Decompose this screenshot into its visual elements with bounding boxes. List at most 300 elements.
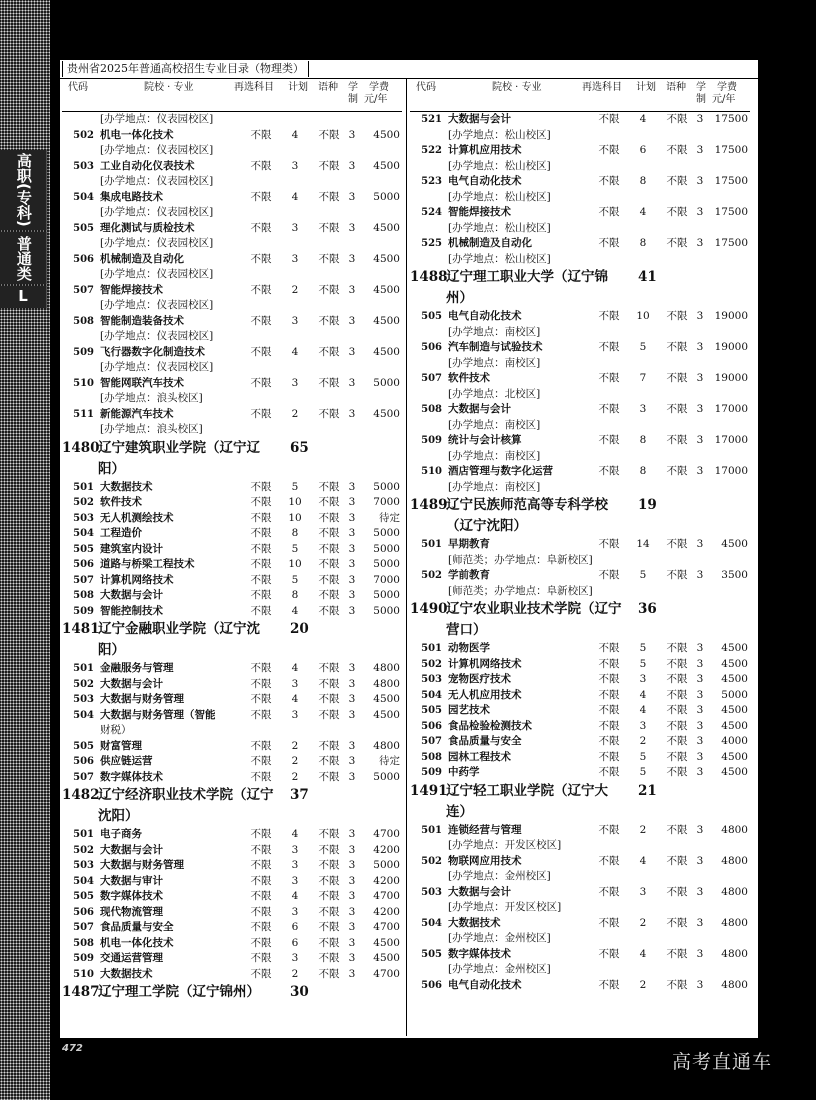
major-code: 509 [73, 346, 94, 358]
duration: 3 [348, 874, 356, 887]
campus-note-row [62, 422, 402, 438]
major-row [62, 967, 402, 983]
campus-note: [办学地点：仪表园校区] [100, 268, 214, 280]
major-row [410, 854, 750, 870]
language: 不限 [318, 496, 340, 508]
duration: 3 [696, 465, 704, 477]
major-code: 505 [421, 705, 442, 716]
duration: 3 [348, 859, 356, 871]
major-code: 504 [73, 528, 94, 539]
major-name: 集成电路技术 [100, 190, 163, 203]
elective-subjects: 不限 [598, 175, 620, 187]
tuition-fee: 17000 [714, 465, 748, 477]
major-row [410, 309, 750, 325]
campus-note: [办学地点：浪头校区] [100, 392, 203, 404]
school-name-continued: 阳） [98, 642, 125, 658]
tuition-fee: 19000 [714, 310, 748, 322]
plan-count: 4 [291, 128, 299, 141]
tuition-fee: 4500 [721, 538, 748, 550]
major-row [62, 708, 402, 724]
campus-note: [办学地点：松山校区] [448, 221, 551, 234]
tuition-fee: 5000 [373, 859, 400, 871]
major-name: 财富管理 [100, 739, 142, 752]
elective-subjects: 不限 [598, 673, 620, 685]
major-name: 大数据与会计 [448, 885, 511, 898]
campus-note: [办学地点：浪头校区] [100, 423, 203, 435]
language: 不限 [318, 252, 340, 265]
duration: 3 [696, 538, 704, 550]
major-code: 510 [421, 466, 442, 477]
campus-note: 财税） [100, 724, 132, 736]
side-tab-letter: L [0, 286, 47, 308]
plan-count: 4 [291, 890, 299, 902]
school-name-continued: 连） [446, 803, 473, 820]
major-row [410, 143, 750, 159]
school-code: 1488 [410, 269, 448, 285]
elective-subjects: 不限 [250, 708, 272, 721]
duration: 3 [348, 693, 356, 705]
language: 不限 [318, 828, 340, 840]
plan-count: 8 [639, 465, 647, 477]
major-row [410, 672, 750, 688]
major-code: 502 [421, 570, 442, 581]
school-row [62, 785, 402, 806]
major-name: 大数据与会计 [448, 113, 511, 125]
duration: 3 [696, 206, 704, 218]
major-code: 506 [421, 720, 442, 732]
school-code: 1482 [62, 787, 100, 803]
campus-note-row [410, 418, 750, 434]
plan-count: 2 [639, 823, 647, 836]
plan-count: 4 [639, 854, 647, 867]
major-code: 506 [421, 342, 442, 353]
elective-subjects: 不限 [598, 341, 620, 353]
campus-note: [办学地点：仪表园校区] [100, 330, 214, 342]
page-number: 472 [62, 1043, 83, 1054]
language: 不限 [666, 341, 688, 353]
major-row [410, 765, 750, 781]
major-name: 数字媒体技术 [100, 770, 163, 783]
campus-note-row [62, 205, 402, 221]
major-row [62, 604, 402, 620]
school-name-continued: （辽宁沈阳） [446, 518, 527, 534]
major-row [410, 236, 750, 252]
duration: 3 [348, 890, 356, 902]
elective-subjects: 不限 [250, 604, 272, 617]
duration: 3 [696, 310, 704, 322]
major-code: 502 [73, 129, 94, 141]
major-name: 大数据技术 [100, 480, 153, 493]
duration: 3 [348, 843, 356, 856]
elective-subjects: 不限 [250, 558, 272, 570]
school-code: 1487 [62, 984, 100, 1000]
elective-subjects: 不限 [250, 527, 272, 539]
language: 不限 [666, 237, 688, 249]
language: 不限 [318, 589, 340, 601]
major-name: 工程造价 [100, 527, 142, 539]
major-name: 大数据技术 [448, 916, 501, 929]
major-name: 机电一体化技术 [100, 936, 174, 949]
major-row [410, 885, 750, 901]
major-code: 504 [73, 191, 94, 203]
elective-subjects: 不限 [250, 496, 272, 508]
plan-count: 3 [639, 673, 647, 685]
major-row [62, 905, 402, 921]
duration: 3 [348, 128, 356, 141]
elective-subjects: 不限 [250, 480, 272, 493]
language: 不限 [318, 874, 340, 887]
col-elective: 再选科目 [582, 82, 622, 93]
tuition-fee: 4200 [373, 874, 400, 887]
major-name: 宠物医疗技术 [448, 673, 511, 685]
tuition-fee: 4800 [721, 854, 748, 867]
major-code: 502 [73, 497, 94, 508]
elective-subjects: 不限 [598, 642, 620, 654]
tuition-fee: 4000 [721, 735, 748, 747]
elective-subjects: 不限 [598, 372, 620, 384]
plan-count: 8 [291, 589, 299, 601]
language: 不限 [318, 859, 340, 871]
major-code: 521 [421, 114, 442, 125]
duration: 3 [696, 175, 704, 187]
major-code: 524 [421, 207, 442, 218]
plan-count: 2 [291, 755, 299, 767]
language: 不限 [666, 947, 688, 960]
duration: 3 [348, 558, 356, 570]
campus-note-row [62, 298, 402, 314]
school-row [62, 438, 402, 459]
school-name-continued: 营口） [446, 622, 487, 638]
elective-subjects: 不限 [598, 750, 620, 763]
tuition-fee: 17500 [714, 144, 748, 156]
tuition-fee: 4800 [721, 823, 748, 836]
duration: 3 [348, 496, 356, 508]
elective-subjects: 不限 [250, 843, 272, 856]
campus-note-row [410, 480, 750, 496]
school-row [410, 781, 750, 802]
elective-subjects: 不限 [250, 967, 272, 980]
major-row [62, 874, 402, 890]
major-code: 503 [73, 512, 94, 524]
major-code: 509 [73, 953, 94, 964]
plan-count: 3 [291, 905, 299, 918]
language: 不限 [318, 677, 340, 690]
tuition-fee: 4500 [373, 159, 400, 172]
language: 不限 [666, 403, 688, 415]
major-name: 新能源汽车技术 [100, 407, 174, 420]
elective-subjects: 不限 [250, 542, 272, 555]
school-row-continued [410, 802, 750, 823]
duration: 3 [348, 828, 356, 840]
school-code: 1490 [410, 601, 448, 617]
major-name: 食品质量与安全 [448, 735, 522, 747]
plan-count: 3 [291, 708, 299, 721]
tuition-fee: 4700 [373, 828, 400, 840]
major-row [410, 719, 750, 735]
major-name: 大数据与会计 [100, 677, 163, 690]
major-name: 数字媒体技术 [100, 890, 163, 902]
major-row [62, 889, 402, 905]
campus-note-row [62, 236, 402, 252]
major-code: 502 [421, 855, 442, 867]
tuition-fee: 4500 [721, 766, 748, 778]
elective-subjects: 不限 [250, 936, 272, 949]
language: 不限 [666, 113, 688, 125]
major-code: 501 [73, 481, 94, 493]
school-row [410, 495, 750, 516]
tuition-fee: 4500 [373, 252, 400, 265]
col-fee-unit: 元/年 [364, 94, 388, 105]
major-row [62, 526, 402, 542]
plan-count: 10 [288, 496, 302, 508]
major-name: 食品质量与安全 [100, 921, 174, 933]
major-code: 505 [73, 891, 94, 902]
col-duration: 学 [696, 82, 706, 93]
elective-subjects: 不限 [598, 916, 620, 929]
major-name: 工业自动化仪表技术 [100, 159, 195, 172]
language: 不限 [666, 642, 688, 654]
campus-note: [办学地点：仪表园校区] [100, 237, 214, 249]
major-row [62, 677, 402, 693]
major-name: 中药学 [448, 766, 480, 778]
plan-count: 14 [636, 538, 650, 550]
school-row-continued [410, 288, 750, 309]
major-row [410, 657, 750, 673]
major-row [410, 371, 750, 387]
major-code: 506 [73, 906, 94, 918]
tuition-fee: 4500 [721, 673, 748, 685]
school-name: 辽宁理工职业大学（辽宁锦 [446, 269, 608, 285]
major-code: 503 [73, 860, 94, 871]
tuition-fee: 4700 [373, 890, 400, 902]
plan-count: 10 [636, 310, 650, 322]
elective-subjects: 不限 [598, 766, 620, 778]
school-plan-total: 37 [290, 787, 309, 803]
major-row [410, 823, 750, 839]
major-row [62, 770, 402, 786]
tuition-fee: 4700 [373, 921, 400, 933]
language: 不限 [318, 905, 340, 918]
major-row [62, 827, 402, 843]
table-header [62, 79, 402, 112]
campus-note-row [410, 387, 750, 403]
major-code: 502 [73, 678, 94, 690]
elective-subjects: 不限 [598, 885, 620, 898]
tuition-fee: 4200 [373, 905, 400, 918]
tuition-fee: 17000 [714, 403, 748, 415]
campus-note-row [410, 449, 750, 465]
language: 不限 [318, 159, 340, 172]
elective-subjects: 不限 [598, 403, 620, 415]
major-row [62, 920, 402, 936]
campus-note: [师范类；办学地点：阜新校区] [448, 584, 593, 597]
tuition-fee: 5000 [373, 376, 400, 389]
major-code: 503 [421, 674, 442, 685]
major-name: 现代物流管理 [100, 905, 163, 918]
major-row [62, 542, 402, 558]
major-name: 电气自动化技术 [448, 978, 522, 991]
language: 不限 [318, 527, 340, 539]
campus-note-row [62, 267, 402, 283]
plan-count: 8 [639, 434, 647, 446]
elective-subjects: 不限 [598, 978, 620, 991]
tuition-fee: 4500 [721, 704, 748, 716]
elective-subjects: 不限 [250, 376, 272, 389]
elective-subjects: 不限 [250, 890, 272, 902]
tuition-fee: 4500 [373, 221, 400, 234]
plan-count: 10 [288, 558, 302, 570]
tuition-fee: 4800 [373, 739, 400, 752]
plan-count: 4 [639, 688, 647, 701]
elective-subjects: 不限 [598, 854, 620, 867]
language: 不限 [318, 770, 340, 783]
major-code: 504 [73, 709, 94, 721]
major-code: 504 [73, 875, 94, 887]
duration: 3 [696, 657, 704, 670]
duration: 3 [348, 921, 356, 933]
tuition-fee: 5000 [373, 190, 400, 203]
tuition-fee: 7000 [373, 496, 400, 508]
school-plan-total: 19 [638, 497, 657, 513]
plan-count: 4 [291, 828, 299, 840]
duration: 3 [348, 967, 356, 980]
plan-count: 8 [291, 527, 299, 539]
major-code: 508 [73, 590, 94, 601]
language: 不限 [318, 693, 340, 705]
language: 不限 [666, 750, 688, 763]
school-plan-total: 21 [638, 782, 657, 799]
col-language: 语种 [318, 82, 338, 93]
duration: 3 [348, 527, 356, 539]
elective-subjects: 不限 [250, 252, 272, 265]
major-name: 机械制造及自动化 [100, 252, 184, 265]
plan-count: 6 [639, 144, 647, 156]
major-code: 504 [421, 689, 442, 701]
major-code: 525 [421, 238, 442, 249]
major-name: 物联网应用技术 [448, 854, 522, 867]
elective-subjects: 不限 [598, 434, 620, 446]
major-code: 505 [421, 948, 442, 960]
elective-subjects: 不限 [598, 465, 620, 477]
col-code: 代码 [416, 82, 436, 93]
duration: 3 [696, 237, 704, 249]
language: 不限 [318, 843, 340, 856]
duration: 3 [348, 589, 356, 601]
school-name: 辽宁建筑职业学院（辽宁辽 [98, 439, 260, 456]
duration: 3 [696, 642, 704, 654]
language: 不限 [318, 511, 340, 524]
major-code: 501 [73, 829, 94, 840]
major-name: 数字媒体技术 [448, 947, 511, 960]
col-fee: 学费 [369, 82, 389, 93]
language: 不限 [318, 190, 340, 203]
school-row-continued [62, 640, 402, 661]
elective-subjects: 不限 [250, 662, 272, 674]
school-name: 辽宁民族师范高等专科学校 [446, 497, 608, 513]
major-row [62, 159, 402, 175]
language: 不限 [318, 314, 340, 327]
duration: 3 [348, 952, 356, 964]
tuition-fee: 4500 [721, 750, 748, 763]
col-code: 代码 [68, 82, 88, 93]
elective-subjects: 不限 [250, 921, 272, 933]
major-row [62, 739, 402, 755]
school-row [62, 619, 402, 640]
major-row [410, 947, 750, 963]
campus-note: [办学地点：南校区] [448, 449, 541, 462]
plan-count: 3 [291, 252, 299, 265]
major-row [62, 345, 402, 361]
col-duration-2: 制 [696, 94, 706, 105]
major-name: 软件技术 [100, 496, 142, 508]
major-row [62, 661, 402, 677]
tuition-fee: 4500 [373, 314, 400, 327]
duration: 3 [696, 434, 704, 446]
major-row [410, 402, 750, 418]
major-code: 504 [421, 917, 442, 929]
duration: 3 [696, 978, 704, 991]
tuition-fee: 4800 [373, 677, 400, 690]
elective-subjects: 不限 [598, 704, 620, 716]
language: 不限 [666, 823, 688, 836]
duration: 3 [348, 542, 356, 555]
duration: 3 [696, 916, 704, 929]
major-row [62, 221, 402, 237]
campus-note: [办学地点：开发区校区] [448, 839, 562, 851]
tuition-fee: 4500 [373, 708, 400, 721]
elective-subjects: 不限 [598, 206, 620, 218]
elective-subjects: 不限 [250, 859, 272, 871]
duration: 3 [696, 673, 704, 685]
plan-count: 4 [291, 604, 299, 617]
campus-note-row [410, 838, 750, 854]
major-name: 食品检验检测技术 [448, 719, 532, 732]
campus-note: [办学地点：金州校区] [448, 932, 551, 944]
col-plan: 计划 [288, 82, 308, 93]
tuition-fee: 5000 [721, 688, 748, 701]
plan-count: 3 [291, 952, 299, 964]
language: 不限 [666, 569, 688, 581]
tuition-fee: 17500 [714, 113, 748, 125]
tuition-fee: 4800 [721, 916, 748, 929]
campus-note: [办学地点：仪表园校区] [100, 175, 214, 187]
duration: 3 [696, 144, 704, 156]
tuition-fee: 待定 [379, 511, 400, 524]
plan-count: 8 [639, 175, 647, 187]
elective-subjects: 不限 [250, 905, 272, 918]
language: 不限 [666, 144, 688, 156]
tuition-fee: 17500 [714, 175, 748, 187]
school-code: 1480 [62, 439, 100, 456]
duration: 3 [348, 407, 356, 420]
language: 不限 [318, 921, 340, 933]
duration: 3 [348, 770, 356, 783]
major-name: 园艺技术 [448, 704, 490, 716]
major-code: 523 [421, 176, 442, 187]
elective-subjects: 不限 [250, 190, 272, 203]
plan-count: 2 [639, 978, 647, 991]
school-row-continued [410, 620, 750, 641]
major-code: 506 [421, 979, 442, 991]
tuition-fee: 5000 [373, 558, 400, 570]
major-code: 501 [421, 643, 442, 654]
campus-note: [办学地点：北校区] [448, 387, 541, 400]
school-name: 辽宁经济职业技术学院（辽宁 [98, 787, 274, 803]
plan-count: 3 [291, 376, 299, 389]
plan-count: 4 [639, 113, 647, 125]
elective-subjects: 不限 [250, 345, 272, 358]
duration: 3 [348, 936, 356, 949]
